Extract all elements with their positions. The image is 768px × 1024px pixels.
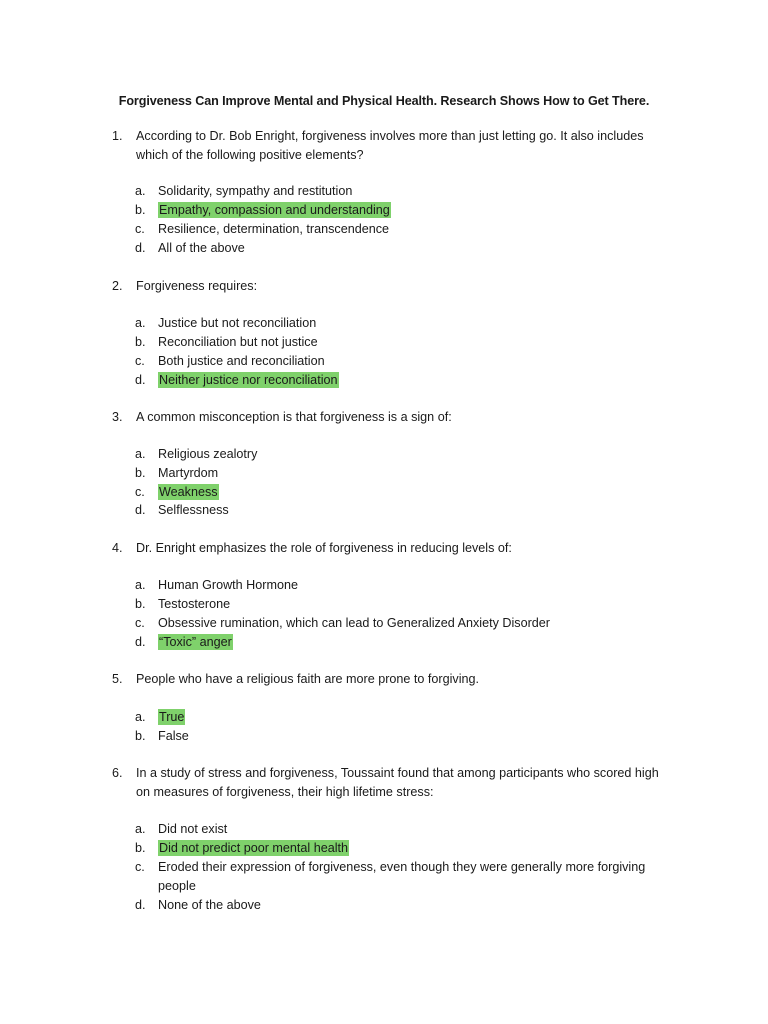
question-3 — [112, 408, 672, 427]
option-1b — [135, 201, 665, 220]
option-letter: b. — [135, 335, 146, 349]
question-number: 2. — [112, 279, 123, 293]
option-text: Human Growth Hormone — [158, 578, 298, 592]
question-text: Dr. Enright emphasizes the role of forgiveness in reducing levels of: — [136, 541, 512, 555]
option-2b — [135, 333, 665, 352]
option-3d — [135, 501, 665, 520]
option-3b — [135, 464, 665, 483]
question-6 — [112, 764, 672, 802]
option-text: Obsessive rumination, which can lead to Generalized Anxiety Disorder — [158, 616, 550, 630]
question-number: 5. — [112, 672, 123, 686]
question-number: 1. — [112, 129, 123, 143]
correct-answer-highlight: Did not predict poor mental health — [159, 841, 349, 855]
option-letter: a. — [135, 447, 146, 461]
option-text: Reconciliation but not justice — [158, 335, 318, 349]
question-text: In a study of stress and forgiveness, Toussaint found that among participants who scored high on measures of forgiveness, their high lifetime stress: — [136, 766, 659, 799]
option-3c — [135, 483, 665, 502]
question-1 — [112, 127, 672, 165]
option-letter: c. — [135, 354, 145, 368]
question-number: 3. — [112, 410, 123, 424]
option-letter: a. — [135, 316, 146, 330]
option-text: False — [158, 729, 189, 743]
option-letter: d. — [135, 898, 146, 912]
question-text: A common misconception is that forgiveness is a sign of: — [136, 410, 452, 424]
question-text: According to Dr. Bob Enright, forgiveness involves more than just letting go. It also includes which of the following positive elements? — [136, 129, 644, 162]
option-text: Religious zealotry — [158, 447, 258, 461]
option-letter: d. — [135, 373, 146, 387]
option-2c — [135, 352, 665, 371]
option-1a — [135, 182, 665, 201]
option-letter: d. — [135, 503, 146, 517]
option-4d — [135, 633, 665, 652]
option-letter: b. — [135, 466, 146, 480]
option-letter: a. — [135, 184, 146, 198]
option-4b — [135, 595, 665, 614]
option-letter: d. — [135, 241, 146, 255]
option-letter: c. — [135, 222, 145, 236]
option-2d — [135, 371, 665, 390]
option-letter: a. — [135, 710, 146, 724]
option-text: Resilience, determination, transcendence — [158, 222, 390, 236]
option-letter: a. — [135, 822, 146, 836]
option-letter: d. — [135, 635, 146, 649]
option-1c — [135, 220, 665, 239]
option-5a — [135, 708, 665, 727]
option-letter: a. — [135, 578, 146, 592]
question-number: 6. — [112, 766, 123, 780]
option-4c — [135, 614, 665, 633]
option-letter: b. — [135, 729, 146, 743]
document-title: Forgiveness Can Improve Mental and Physical Health. Research Shows How to Get There. — [118, 94, 650, 108]
correct-answer-highlight: Neither justice nor reconciliation — [159, 373, 338, 387]
question-number: 4. — [112, 541, 123, 555]
option-text: Eroded their expression of forgiveness, even though they were generally more forgiving people — [158, 860, 646, 893]
correct-answer-highlight: Weakness — [159, 485, 218, 499]
option-text: Selflessness — [158, 503, 229, 517]
option-6d — [135, 896, 665, 915]
question-4 — [112, 539, 672, 558]
option-5b — [135, 727, 665, 746]
option-text: All of the above — [158, 241, 245, 255]
option-letter: b. — [135, 597, 146, 611]
option-3a — [135, 445, 665, 464]
option-letter: c. — [135, 485, 145, 499]
option-text: Justice but not reconciliation — [158, 316, 317, 330]
question-text: Forgiveness requires: — [136, 279, 258, 293]
option-6c — [135, 858, 665, 896]
correct-answer-highlight: True — [159, 710, 185, 724]
option-4a — [135, 576, 665, 595]
option-2a — [135, 314, 665, 333]
option-text: None of the above — [158, 898, 261, 912]
question-text: People who have a religious faith are more prone to forgiving. — [136, 672, 480, 686]
option-letter: c. — [135, 860, 145, 874]
option-text: Solidarity, sympathy and restitution — [158, 184, 353, 198]
option-6b — [135, 839, 665, 858]
option-letter: c. — [135, 616, 145, 630]
question-5 — [112, 670, 672, 689]
correct-answer-highlight: Empathy, compassion and understanding — [159, 203, 390, 217]
option-letter: b. — [135, 203, 146, 217]
option-letter: b. — [135, 841, 146, 855]
question-2 — [112, 277, 672, 296]
option-text: Did not exist — [158, 822, 228, 836]
option-text: Both justice and reconciliation — [158, 354, 325, 368]
correct-answer-highlight: “Toxic” anger — [159, 635, 232, 649]
option-1d — [135, 239, 665, 258]
option-text: Martyrdom — [158, 466, 219, 480]
option-6a — [135, 820, 665, 839]
option-text: Testosterone — [158, 597, 231, 611]
